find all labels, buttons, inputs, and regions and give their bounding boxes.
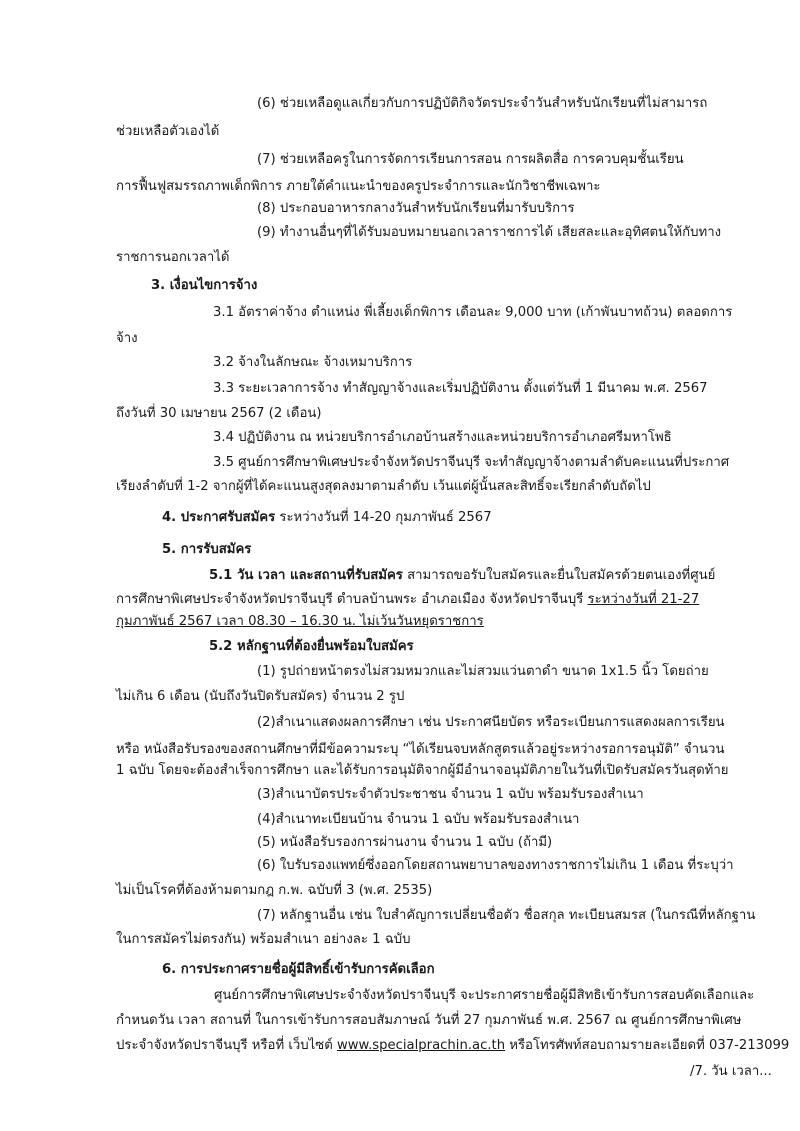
section-5-2-heading: 5.2 หลักฐานที่ต้องยื่นพร้อมใบสมัคร <box>209 639 414 654</box>
evidence-2-line1: (2)สำเนาแสดงผลการศึกษา เช่น ประกาศนียบัตร หรือระเบียนการแสดงผลการเรียน <box>257 715 725 730</box>
continuation-marker: /7. วัน เวลา... <box>690 1064 772 1079</box>
section-3-5-line2: เรียงลำดับที่ 1-2 จากผู้ที่ได้คะแนนสูงสุดลงมาตามลำดับ เว้นแต่ผู้นั้นสละสิทธิ์จะเรียกลำดับถัดไป <box>116 479 651 494</box>
evidence-2-line2: หรือ หนังสือรับรองของสถานศึกษาที่มีข้อความระบุ “ได้เรียนจบหลักสูตรแล้วอยู่ระหว่างรอการอนุมัติ” จำนวน <box>116 742 725 757</box>
section-6-line3 <box>116 1036 789 1056</box>
evidence-5: (5) หนังสือรับรองการผ่านงาน จำนวน 1 ฉบับ (ถ้ามี) <box>257 835 553 850</box>
item-7-line1: (7) ช่วยเหลือครูในการจัดการเรียนการสอน การผลิตสื่อ การควบคุมชั้นเรียน <box>257 152 684 167</box>
item-6-line1: (6) ช่วยเหลือดูแลเกี่ยวกับการปฏิบัติกิจวัตรประจำวันสำหรับนักเรียนที่ไม่สามารถ <box>257 96 708 111</box>
section-3-2: 3.2 จ้างในลักษณะ จ้างเหมาบริการ <box>213 355 413 370</box>
section-5-heading: 5. การรับสมัคร <box>162 542 252 557</box>
item-6-line2: ช่วยเหลือตัวเองได้ <box>116 124 220 139</box>
website-link[interactable]: www.specialprachin.ac.th <box>336 1038 506 1053</box>
evidence-6-line1: (6) ใบรับรองแพทย์ซึ่งออกโดยสถานพยาบาลของทางราชการไม่เกิน 1 เดือน ที่ระบุว่า <box>257 858 734 873</box>
evidence-2-line3: 1 ฉบับ โดยจะต้องสำเร็จการศึกษา และได้รับการอนุมัติจากผู้มีอำนาจอนุมัติภายในวันที่เปิดรับสมัครวันสุดท้าย <box>116 763 729 778</box>
section-5-1-label: 5.1 วัน เวลา และสถานที่รับสมัคร <box>209 568 403 583</box>
evidence-1-line1: (1) รูปถ่ายหน้าตรงไม่สวมหมวกและไม่สวมแว่นตาดำ ขนาด 1x1.5 นิ้ว โดยถ่าย <box>257 664 709 679</box>
section-5-1-line1 <box>209 566 715 586</box>
section-5-1-line2 <box>116 590 699 610</box>
section-3-3-line1: 3.3 ระยะเวลาการจ้าง ทำสัญญาจ้างและเริ่มปฏิบัติงาน ตั้งแต่วันที่ 1 มีนาคม พ.ศ. 2567 <box>213 381 708 396</box>
section-5-1-line3: กุมภาพันธ์ 2567 เวลา 08.30 – 16.30 น. ไม่เว้นวันหยุดราชการ <box>116 614 484 629</box>
section-4-text: ระหว่างวันที่ 14-20 กุมภาพันธ์ 2567 <box>275 510 492 525</box>
evidence-7-line2: ในการสมัครไม่ตรงกัน) พร้อมสำเนา อย่างละ 1 ฉบับ <box>116 932 411 947</box>
section-4-heading: 4. ประกาศรับสมัคร <box>162 510 276 525</box>
section-3-5-line1: 3.5 ศูนย์การศึกษาพิเศษประจำจังหวัดปราจีนบุรี จะทำสัญญาจ้างตามลำดับคะแนนที่ประกาศ <box>213 455 730 470</box>
item-8: (8) ประกอบอาหารกลางวันสำหรับนักเรียนที่มารับบริการ <box>257 201 575 216</box>
evidence-4: (4)สำเนาทะเบียนบ้าน จำนวน 1 ฉบับ พร้อมรับรองสำเนา <box>257 812 580 827</box>
section-5-1-date-range: ระหว่างวันที่ 21-27 <box>587 592 700 607</box>
section-3-1-line2: จ้าง <box>116 331 138 346</box>
item-7-line2: การฟื้นฟูสมรรถภาพเด็กพิการ ภายใต้คำแนะนำของครูประจำการและนักวิชาชีพเฉพาะ <box>116 179 601 194</box>
evidence-1-line2: ไม่เกิน 6 เดือน (นับถึงวันปิดรับสมัคร) จำนวน 2 รูป <box>116 689 405 704</box>
evidence-6-line2: ไม่เป็นโรคที่ต้องห้ามตามกฎ ก.พ. ฉบับที่ 3 (พ.ศ. 2535) <box>116 883 433 898</box>
evidence-3: (3)สำเนาบัตรประจำตัวประชาชน จำนวน 1 ฉบับ พร้อมรับรองสำเนา <box>257 787 644 802</box>
section-6-line3-post: หรือโทรศัพท์สอบถามรายละเอียดที่ 037-213099 <box>505 1038 790 1053</box>
section-6-line3-pre: ประจำจังหวัดปราจีนบุรี หรือที่ เว็บไซต์ <box>116 1038 337 1053</box>
evidence-7-line1: (7) หลักฐานอื่น เช่น ใบสำคัญการเปลี่ยนชื่อตัว ชื่อสกุล ทะเบียนสมรส (ในกรณีที่หลักฐาน <box>257 908 756 923</box>
section-3-1-line1: 3.1 อัตราค่าจ้าง ตำแหน่ง พี่เลี้ยงเด็กพิการ เดือนละ 9,000 บาท (เก้าพันบาทถ้วน) ตลอดการ <box>213 305 733 320</box>
section-6-heading: 6. การประกาศรายชื่อผู้มีสิทธิ์เข้ารับการคัดเลือก <box>162 962 435 977</box>
section-3-3-line2: ถึงวันที่ 30 เมษายน 2567 (2 เดือน) <box>116 406 322 421</box>
item-9-line1: (9) ทำงานอื่นๆที่ได้รับมอบหมายนอกเวลาราชการได้ เสียสละและอุทิศตนให้กับทาง <box>257 225 722 240</box>
section-6-line1: ศูนย์การศึกษาพิเศษประจำจังหวัดปราจีนบุรี จะประกาศรายชื่อผู้มีสิทธิเข้ารับการสอบคัดเลือกและ <box>214 988 755 1003</box>
section-4 <box>162 508 492 528</box>
section-6-line2: กำหนดวัน เวลา สถานที่ ในการเข้ารับการสอบสัมภาษณ์ วันที่ 27 กุมภาพันธ์ พ.ศ. 2567 ณ ศูนย์การศึกษาพิเศษ <box>116 1013 742 1028</box>
section-5-1-text: สามารถขอรับใบสมัครและยื่นใบสมัครด้วยตนเองที่ศูนย์ <box>402 568 716 583</box>
item-9-line2: ราชการนอกเวลาได้ <box>116 250 230 265</box>
section-3-heading: 3. เงื่อนไขการจ้าง <box>151 278 258 293</box>
section-3-4: 3.4 ปฏิบัติงาน ณ หน่วยบริการอำเภอบ้านสร้างและหน่วยบริการอำเภอศรีมหาโพธิ <box>213 430 672 445</box>
section-5-1-line2-text: การศึกษาพิเศษประจำจังหวัดปราจีนบุรี ตำบลบ้านพระ อำเภอเมือง จังหวัดปราจีนบุรี <box>116 592 588 607</box>
